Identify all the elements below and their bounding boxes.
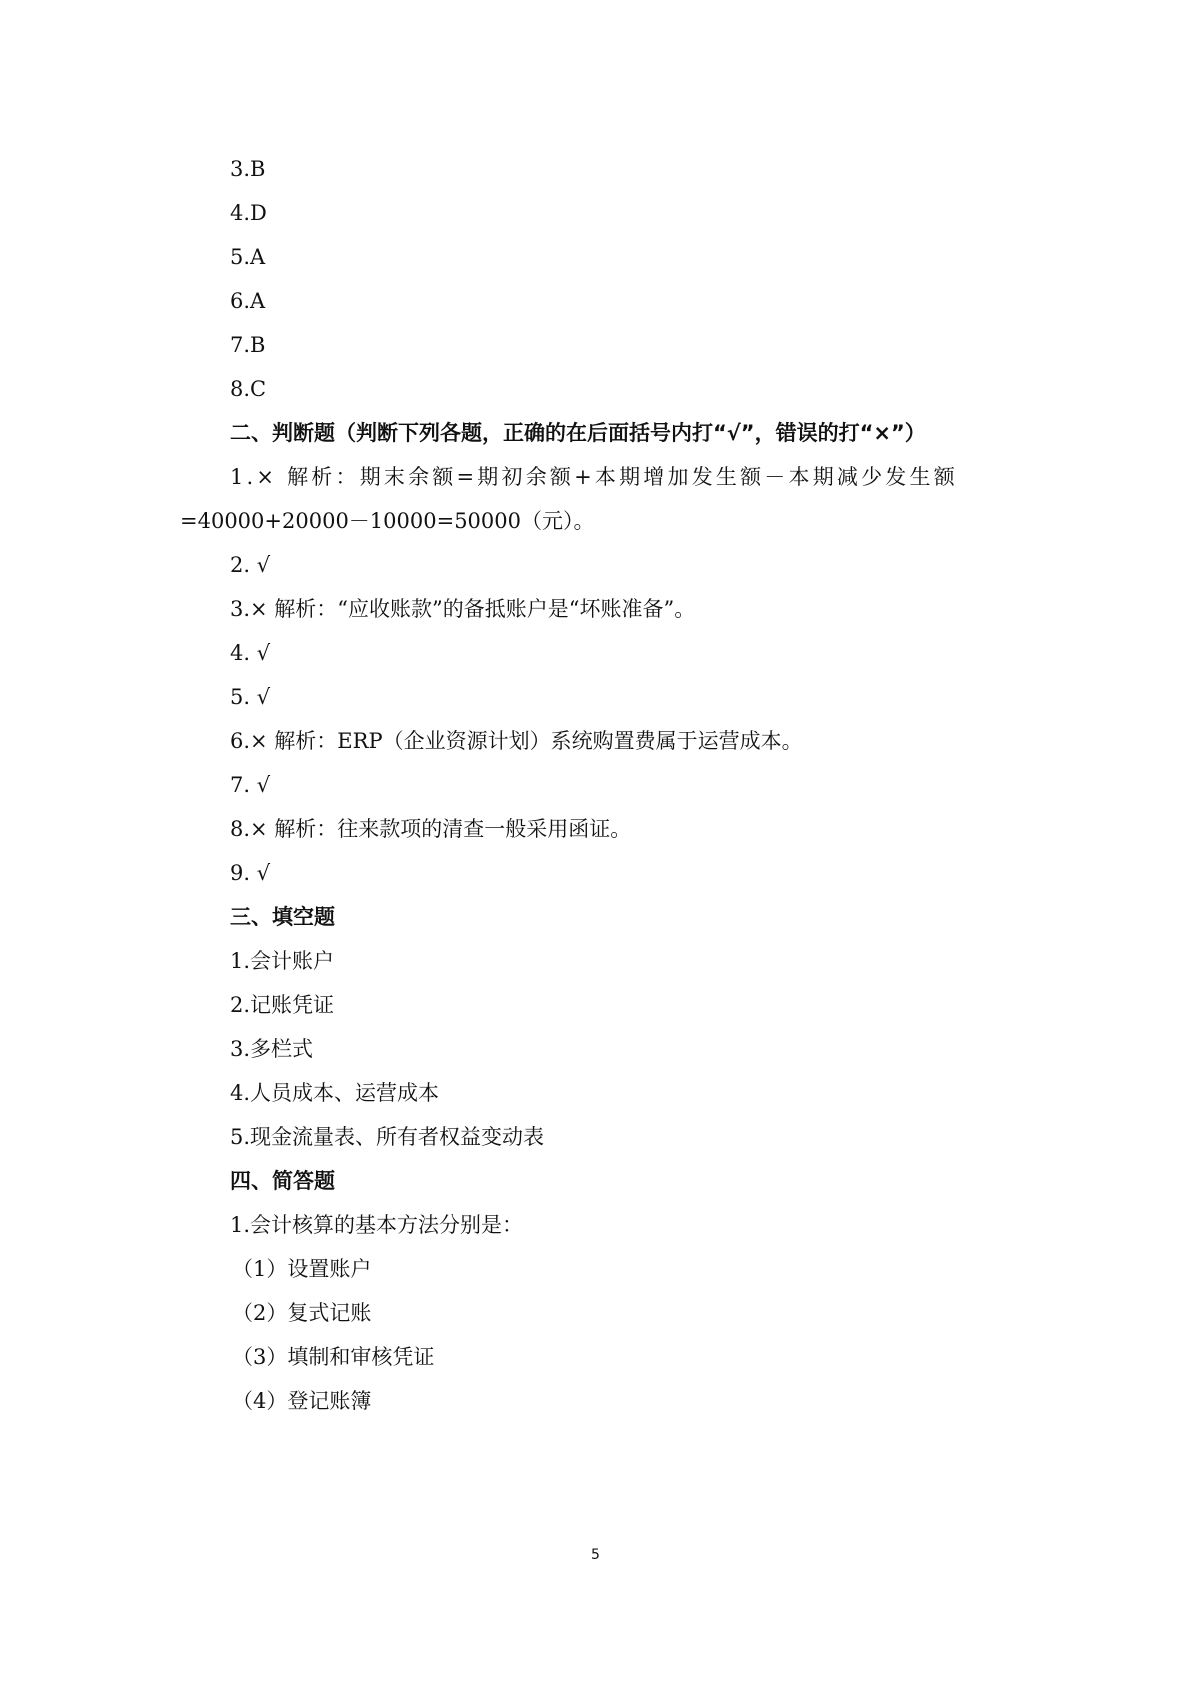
choice-answer-6: 6.A: [230, 289, 266, 313]
fill-answer-3: 3.多栏式: [230, 1037, 314, 1061]
short-answer-1-item-1: （1）设置账户: [232, 1257, 372, 1281]
tf-answer-9: 9. √: [230, 861, 271, 885]
choice-answer-8: 8.C: [230, 377, 267, 401]
tf-answer-6: 6.× 解析：ERP（企业资源计划）系统购置费属于运营成本。: [230, 729, 803, 753]
choice-answer-5: 5.A: [230, 245, 266, 269]
section-heading-short-answer: 四、简答题: [230, 1169, 335, 1193]
section-heading-fill-blank: 三、填空题: [230, 905, 335, 929]
fill-answer-1: 1.会计账户: [230, 949, 335, 973]
tf-answer-7: 7. √: [230, 773, 271, 797]
fill-answer-5: 5.现金流量表、所有者权益变动表: [230, 1125, 545, 1149]
tf-answer-1-continued: =40000+20000－10000=50000（元）。: [180, 509, 595, 533]
fill-answer-2: 2.记账凭证: [230, 993, 335, 1017]
tf-answer-1: 1.× 解析：期末余额=期初余额+本期增加发生额－本期减少发生额: [230, 465, 958, 489]
section-heading-true-false: 二、判断题（判断下列各题，正确的在后面括号内打“√”，错误的打“×”）: [230, 421, 926, 445]
tf-answer-4: 4. √: [230, 641, 271, 665]
fill-answer-4: 4.人员成本、运营成本: [230, 1081, 440, 1105]
tf-answer-8: 8.× 解析：往来款项的清查一般采用函证。: [230, 817, 632, 841]
tf-answer-2: 2. √: [230, 553, 271, 577]
short-answer-1-item-4: （4）登记账簿: [232, 1389, 372, 1413]
tf-answer-3: 3.× 解析：“应收账款”的备抵账户是“坏账准备”。: [230, 597, 696, 621]
short-answer-1-item-2: （2）复式记账: [232, 1301, 372, 1325]
short-answer-1-intro: 1.会计核算的基本方法分别是：: [230, 1213, 524, 1237]
choice-answer-4: 4.D: [230, 201, 267, 225]
choice-answer-3: 3.B: [230, 157, 266, 181]
page-number: 5: [591, 1547, 600, 1563]
choice-answer-7: 7.B: [230, 333, 266, 357]
tf-answer-5: 5. √: [230, 685, 271, 709]
short-answer-1-item-3: （3）填制和审核凭证: [232, 1345, 435, 1369]
